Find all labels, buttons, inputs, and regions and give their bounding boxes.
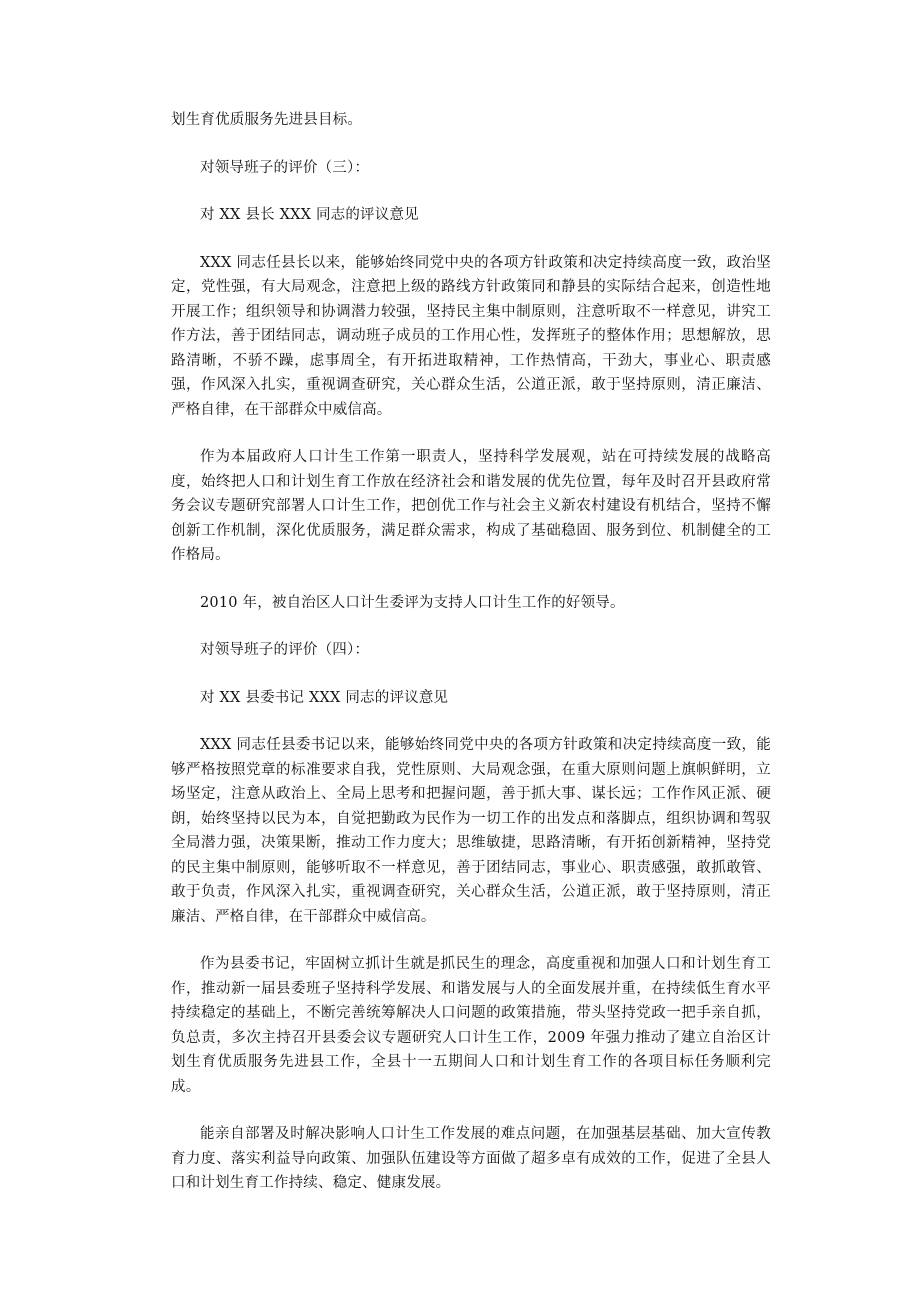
- document-body: [171, 108, 771, 1219]
- paragraph-party-secretary-population-work: 作为县委书记，牢固树立抓计生就是抓民生的理念，高度重视和加强人口和计划生育工作，推动新一届县委班子坚持科学发展、和谐发展与人的全面发展并重，在持续低生育水平持续稳定的基础上，不断完善统筹解决人口问题的政策措施，带头坚持党政一把手亲自抓，负总责，多次主持召开县委会议专题研究人口计生工作，2009 年强力推动了建立自治区计划生育优质服务先进县工作，全县十一五期间人口和计划生育工作的各项目标任务顺利完成。: [171, 956, 771, 1095]
- paragraph-continuation: 划生育优质服务先进县目标。: [171, 112, 363, 128]
- paragraph-county-head-award: 2010 年，被自治区人口计生委评为支持人口计生工作的好领导。: [200, 594, 625, 611]
- paragraph-party-secretary-summary: XXX 同志任县委书记以来，能够始终同党中央的各项方针政策和决定持续高度一致，能够严格按照党章的标准要求自我，党性原则、大局观念强，在重大原则问题上旗帜鲜明，立场坚定，注意从政治上、全局上思考和把握问题，善于抓大事、谋长远；工作作风正派、硬朗，始终坚持以民为本，自觉把勤政为民作为一切工作的出发点和落脚点，组织协调和驾驭全局潜力强，决策果断，推动工作力度大；思维敏捷，思路清晰，有开拓创新精神，坚持党的民主集中制原则，能够听取不一样意见，善于团结同志，事业心、职责感强，敢抓敢管、敢于负责，作风深入扎实，重视调查研究，关心群众生活，公道正派，敢于坚持原则，清正廉洁、严格自律，在干部群众中威信高。: [171, 737, 771, 925]
- subheading-county-head-review: 对 XX 县长 XXX 同志的评议意见: [200, 207, 419, 223]
- paragraph-county-head-summary: XXX 同志任县长以来，能够始终同党中央的各项方针政策和决定持续高度一致，政治坚定，党性强，有大局观念，注意把上级的路线方针政策同和静县的实际结合起来，创造性地开展工作；组织领导和协调潜力较强，坚持民主集中制原则，注意听取不一样意见，讲究工作方法，善于团结同志，调动班子成员的工作用心性，发挥班子的整体作用；思想解放，思路清晰，不骄不躁，虑事周全，有开拓进取精神，工作热情高，干劲大，事业心、职责感强，作风深入扎实，重视调查研究，关心群众生活，公道正派，敢于坚持原则，清正廉洁、严格自律，在干部群众中威信高。: [171, 254, 771, 418]
- subheading-party-secretary-review: 对 XX 县委书记 XXX 同志的评议意见: [200, 689, 449, 706]
- paragraph-county-head-population-work: 作为本届政府人口计生工作第一职责人，坚持科学发展观，站在可持续发展的战略高度，始终把人口和计划生育工作放在经济社会和谐发展的优先位置，每年及时召开县政府常务会议专题研究部署人口计生工作，把创优工作与社会主义新农村建设有机结合，坚持不懈创新工作机制，深化优质服务，满足群众需求，构成了基础稳固、服务到位、机制健全的工作格局。: [171, 449, 771, 563]
- section-heading-evaluation-3: 对领导班子的评价（三）：: [200, 159, 370, 176]
- section-heading-evaluation-4: 对领导班子的评价（四）：: [200, 642, 370, 658]
- paragraph-party-secretary-achievements: 能亲自部署及时解决影响人口计生工作发展的难点问题，在加强基层基础、加大宣传教育力度、落实利益导向政策、加强队伍建设等方面做了超多卓有成效的工作，促进了全县人口和计划生育工作持续、稳定、健康发展。: [171, 1126, 771, 1191]
